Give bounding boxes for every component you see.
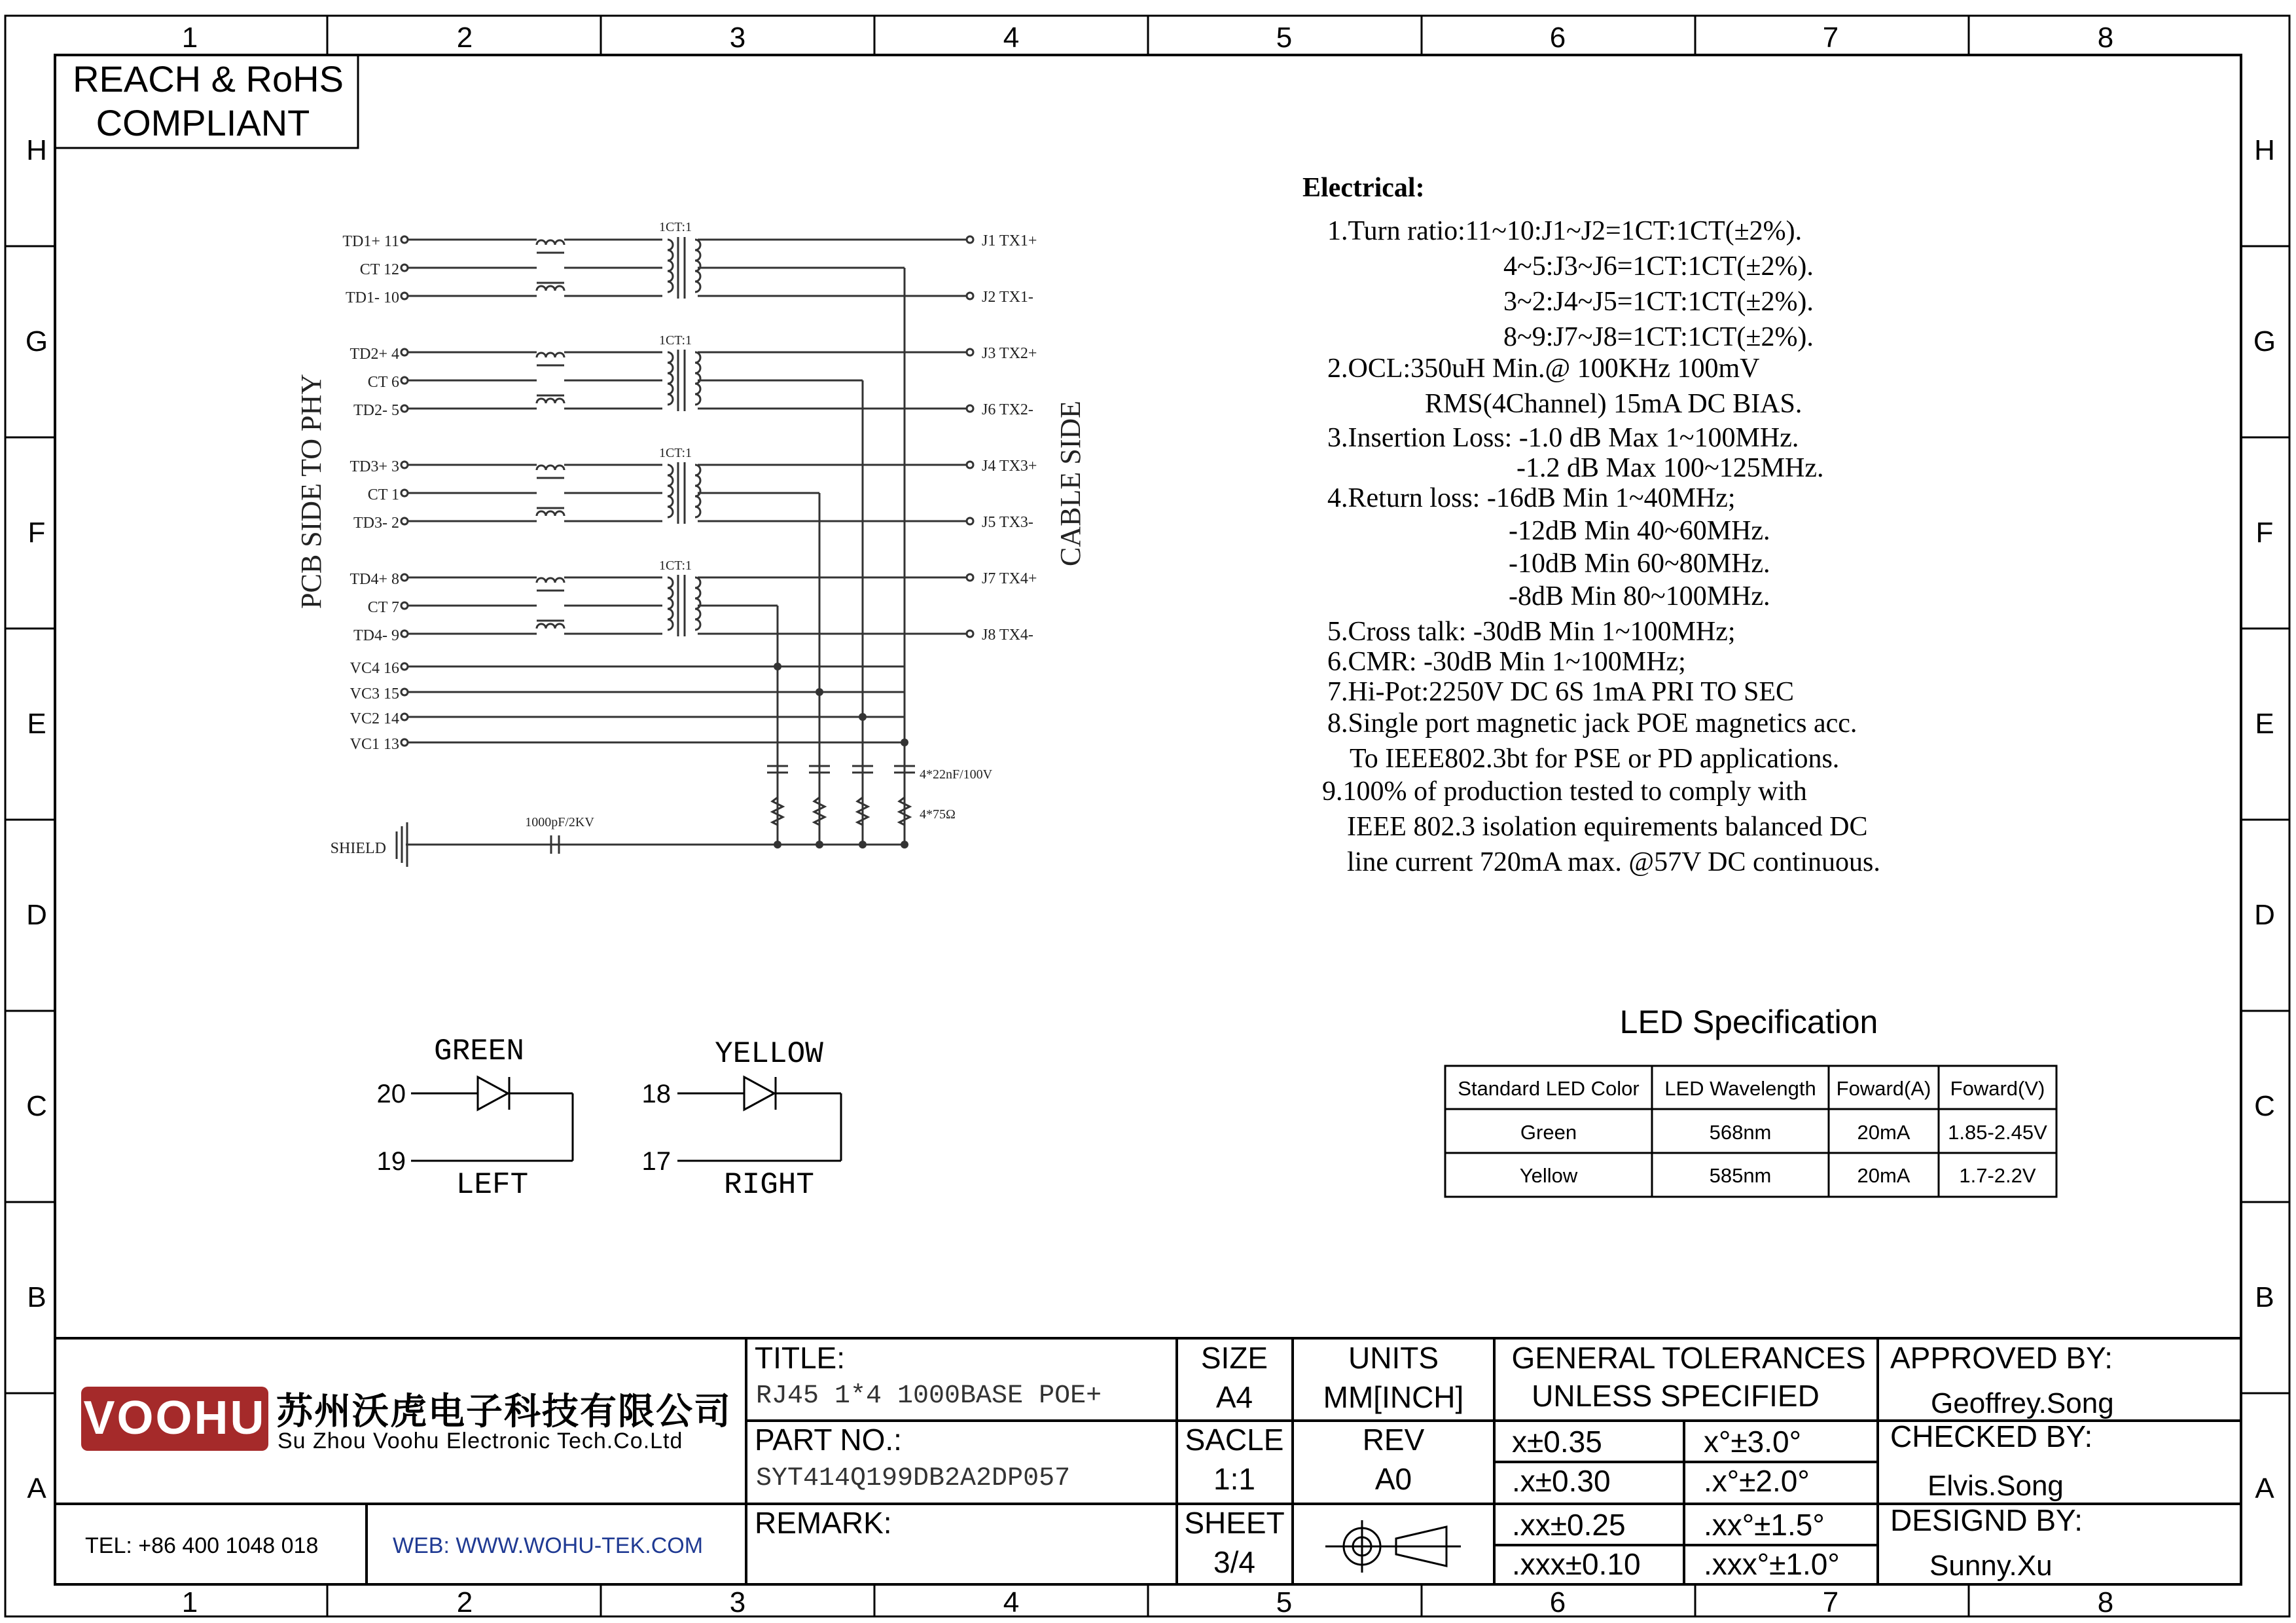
led-spec-header-forward-a: Foward(A)	[1836, 1077, 1931, 1100]
junction-dot	[901, 739, 908, 746]
led-spec-cell: 1.85-2.45V	[1948, 1121, 2047, 1144]
transformer-winding	[668, 240, 673, 292]
choke-winding	[537, 399, 564, 403]
row-label-a: A	[27, 1472, 46, 1504]
row-label-b: B	[27, 1281, 46, 1313]
out-j1: J1 TX1+	[982, 232, 1037, 249]
elec-line-1: 1.Turn ratio:11~10:J1~J2=1CT:1CT(±2%).	[1327, 216, 1803, 246]
row-label-e-right: E	[2255, 708, 2274, 740]
ratio-label-2: 1CT:1	[658, 333, 692, 348]
tol-angular-2: .xx°±1.5°	[1704, 1508, 1825, 1542]
row-label-b-right: B	[2255, 1281, 2274, 1313]
led-yellow-pin-b: 17	[641, 1147, 671, 1176]
elec-line-19: IEEE 802.3 isolation equirements balanced DC	[1347, 812, 1868, 842]
pin-terminal	[401, 490, 408, 496]
pin-td2p: TD2+ 4	[350, 346, 399, 363]
elec-line-14: 6.CMR: -30dB Min 1~100MHz;	[1327, 647, 1686, 677]
row-label-h-right: H	[2254, 134, 2275, 166]
pin-td1n: TD1- 10	[346, 289, 399, 306]
rev-label: REV	[1362, 1423, 1425, 1457]
sheet-label: SHEET	[1184, 1506, 1285, 1540]
transformer-winding	[695, 352, 700, 405]
transformer-winding	[695, 465, 700, 517]
choke-winding	[537, 240, 564, 245]
out-j7: J7 TX4+	[982, 570, 1037, 587]
pin-terminal	[401, 602, 408, 609]
elec-line-8: -1.2 dB Max 100~125MHz.	[1516, 453, 1824, 483]
size-label: SIZE	[1200, 1341, 1268, 1375]
schematic-labels	[295, 220, 1086, 857]
checked-by-value: Elvis.Song	[1928, 1470, 2064, 1502]
transformer-winding	[695, 240, 700, 292]
logo-text: VOOHU	[83, 1392, 266, 1444]
checked-by-label: CHECKED BY:	[1890, 1419, 2093, 1453]
row-label-f: F	[27, 517, 46, 549]
led-spec-cell: 1.7-2.2V	[1959, 1164, 2036, 1187]
pin-terminal	[967, 293, 973, 299]
title-label: TITLE:	[755, 1341, 846, 1375]
choke-winding	[537, 286, 564, 291]
elec-line-18: 9.100% of production tested to comply with	[1322, 776, 1807, 807]
row-label-d-right: D	[2254, 899, 2275, 931]
company-name-en: Su Zhou Voohu Electronic Tech.Co.Ltd	[278, 1429, 683, 1453]
pin-vc3: VC3 15	[350, 685, 399, 702]
led-spec-table	[1445, 1004, 2056, 1197]
out-j5: J5 TX3-	[982, 514, 1033, 531]
led-spec-cell: Yellow	[1519, 1164, 1578, 1187]
drawing-frame	[5, 16, 2289, 1616]
pin-terminal	[401, 663, 408, 670]
pin-ct1: CT 1	[367, 486, 399, 503]
size-value: A4	[1215, 1380, 1253, 1414]
led-spec-header-wavelength: LED Wavelength	[1664, 1077, 1816, 1100]
col-label-1-bottom: 1	[181, 1586, 198, 1618]
led-yellow-pin-a: 18	[641, 1080, 671, 1108]
row-label-c-right: C	[2254, 1090, 2275, 1122]
tol-angular-3: .xxx°±1.0°	[1704, 1547, 1840, 1581]
led-spec-header-forward-v: Foward(V)	[1950, 1077, 2045, 1100]
pin-terminal	[967, 236, 973, 243]
ratio-label-4: 1CT:1	[658, 558, 692, 573]
pin-td1p: TD1+ 11	[342, 233, 399, 250]
title-value: RJ45 1*4 1000BASE POE+	[756, 1381, 1102, 1411]
pin-terminal	[401, 462, 408, 468]
led-spec-cell: 585nm	[1709, 1164, 1772, 1187]
col-label-3: 3	[729, 22, 746, 54]
elec-line-5: 2.OCL:350uH Min.@ 100KHz 100mV	[1327, 354, 1760, 384]
elec-line-16: 8.Single port magnetic jack POE magnetics acc.	[1327, 708, 1857, 739]
row-label-a-right: A	[2255, 1472, 2274, 1504]
elec-line-20: line current 720mA max. @57V DC continuous.	[1347, 847, 1880, 877]
col-label-6-bottom: 6	[1549, 1586, 1566, 1618]
elec-line-6: RMS(4Channel) 15mA DC BIAS.	[1425, 389, 1803, 419]
out-j6: J6 TX2-	[982, 401, 1033, 418]
tol-linear-3: .xxx±0.10	[1512, 1547, 1641, 1581]
pin-terminal	[401, 236, 408, 243]
row-label-g-right: G	[2253, 325, 2276, 357]
row-label-e: E	[27, 708, 46, 740]
tol-linear-1: .x±0.30	[1512, 1464, 1611, 1498]
led-green-position: LEFT	[456, 1168, 529, 1202]
pin-ct12: CT 12	[359, 261, 399, 278]
row-label-g: G	[25, 325, 48, 357]
transformer-winding	[668, 465, 673, 517]
transformer-winding	[695, 577, 700, 630]
compliance-box	[55, 55, 358, 148]
pin-vc1: VC1 13	[350, 736, 399, 753]
company-name-cn: 苏州沃虎电子科技有限公司	[276, 1391, 732, 1432]
pin-terminal	[967, 349, 973, 356]
choke-winding	[537, 465, 564, 470]
compliance-line-1: REACH & RoHS	[73, 58, 344, 100]
elec-line-7: 3.Insertion Loss: -1.0 dB Max 1~100MHz.	[1327, 423, 1799, 453]
pin-terminal	[967, 405, 973, 412]
pin-terminal	[967, 518, 973, 524]
transformer-winding	[668, 352, 673, 405]
elec-line-3: 3~2:J4~J5=1CT:1CT(±2%).	[1503, 287, 1814, 317]
elec-line-13: 5.Cross talk: -30dB Min 1~100MHz;	[1327, 617, 1736, 647]
electrical-spec	[1302, 173, 1880, 877]
led-spec-title: LED Specification	[1619, 1004, 1878, 1040]
pin-vc4: VC4 16	[350, 660, 399, 677]
col-label-8: 8	[2097, 22, 2114, 54]
pin-td4n: TD4- 9	[353, 627, 399, 644]
row-label-f-right: F	[2255, 517, 2274, 549]
tol-linear-0: x±0.35	[1512, 1425, 1602, 1459]
junction-dot	[774, 663, 781, 670]
row-label-d: D	[26, 899, 47, 931]
pin-terminal	[401, 574, 408, 581]
elec-line-17: To IEEE802.3bt for PSE or PD applications.	[1350, 744, 1840, 774]
col-label-8-bottom: 8	[2097, 1586, 2114, 1618]
pin-terminal	[401, 349, 408, 356]
pin-terminal	[401, 405, 408, 412]
pin-vc2: VC2 14	[350, 710, 399, 727]
tolerance-title-2: UNLESS SPECIFIED	[1532, 1379, 1820, 1413]
company-logo	[81, 1387, 268, 1451]
ratio-label-1: 1CT:1	[658, 220, 692, 234]
scale-value: 1:1	[1213, 1462, 1255, 1496]
led-green-diagram	[411, 1077, 573, 1161]
title-block	[55, 1338, 2241, 1584]
remark-label: REMARK:	[755, 1506, 892, 1540]
pcb-side-label: PCB SIDE TO PHY	[295, 373, 327, 609]
led-yellow-labels	[642, 1037, 824, 1202]
elec-line-2: 4~5:J3~J6=1CT:1CT(±2%).	[1503, 251, 1814, 282]
tolerance-title-1: GENERAL TOLERANCES	[1511, 1341, 1866, 1375]
col-label-1: 1	[181, 22, 198, 54]
pin-terminal	[967, 630, 973, 637]
pin-terminal	[401, 714, 408, 720]
pin-td3n: TD3- 2	[353, 515, 399, 532]
pin-terminal	[401, 377, 408, 384]
pin-terminal	[967, 574, 973, 581]
choke-winding	[537, 624, 564, 629]
scale-label: SACLE	[1185, 1423, 1284, 1457]
units-value: MM[INCH]	[1323, 1380, 1464, 1414]
pin-td2n: TD2- 5	[353, 402, 399, 419]
elec-line-12: -8dB Min 80~100MHz.	[1509, 581, 1770, 611]
pin-ct7: CT 7	[367, 599, 399, 616]
col-label-3-bottom: 3	[729, 1586, 746, 1618]
out-j8: J8 TX4-	[982, 627, 1033, 644]
col-label-6: 6	[1549, 22, 1566, 54]
row-label-h: H	[26, 134, 47, 166]
schematic	[397, 236, 973, 867]
elec-line-10: -12dB Min 40~60MHz.	[1509, 516, 1770, 546]
led-yellow-name: YELLOW	[715, 1037, 823, 1071]
pin-td3p: TD3+ 3	[350, 458, 399, 475]
pin-terminal	[401, 739, 408, 746]
shield-cap-label: 1000pF/2KV	[525, 815, 594, 830]
tol-linear-2: .xx±0.25	[1512, 1508, 1626, 1542]
junction-dot	[816, 688, 823, 696]
cable-side-label: CABLE SIDE	[1054, 401, 1086, 566]
designed-by-label: DESIGND BY:	[1890, 1503, 2083, 1537]
junction-dot	[859, 713, 867, 721]
out-j2: J2 TX1-	[982, 289, 1033, 306]
part-no-value: SYT414Q199DB2A2DP057	[756, 1464, 1071, 1493]
pin-terminal	[401, 264, 408, 271]
col-label-5: 5	[1276, 22, 1293, 54]
tol-angular-0: x°±3.0°	[1704, 1425, 1801, 1459]
ratio-label-3: 1CT:1	[658, 446, 692, 460]
led-spec-header-color: Standard LED Color	[1458, 1077, 1640, 1100]
col-label-5-bottom: 5	[1276, 1586, 1293, 1618]
shield-label: SHIELD	[330, 840, 386, 857]
pin-terminal	[401, 518, 408, 524]
led-green-pin-a: 20	[376, 1080, 406, 1108]
row-label-c: C	[26, 1090, 47, 1122]
row-dividers	[5, 246, 2289, 1393]
elec-line-4: 8~9:J7~J8=1CT:1CT(±2%).	[1503, 322, 1814, 352]
part-no-label: PART NO.:	[755, 1423, 902, 1457]
led-yellow-position: RIGHT	[723, 1168, 815, 1202]
rev-value: A0	[1374, 1462, 1412, 1496]
led-spec-cell: 568nm	[1709, 1121, 1772, 1144]
cap-value-label: 4*22nF/100V	[920, 767, 993, 782]
pin-terminal	[401, 689, 408, 695]
approved-by-label: APPROVED BY:	[1890, 1341, 2113, 1375]
pin-ct6: CT 6	[367, 374, 399, 391]
led-green-pin-b: 19	[376, 1147, 406, 1176]
schematic-wires	[397, 236, 973, 867]
led-green-labels	[377, 1034, 529, 1202]
tel-text: TEL: +86 400 1048 018	[85, 1533, 319, 1558]
approved-by-value: Geoffrey.Song	[1931, 1387, 2114, 1419]
elec-line-9: 4.Return loss: -16dB Min 1~40MHz;	[1327, 483, 1736, 513]
led-yellow-diagram	[677, 1077, 841, 1161]
tol-angular-1: .x°±2.0°	[1704, 1464, 1810, 1498]
compliance-line-2: COMPLIANT	[96, 102, 310, 143]
res-value-label: 4*75Ω	[920, 807, 956, 822]
projection-symbol-icon	[1325, 1520, 1461, 1573]
led-spec-cell: 20mA	[1857, 1121, 1910, 1144]
col-label-4: 4	[1003, 22, 1020, 54]
col-label-2: 2	[456, 22, 473, 54]
led-spec-cell: Green	[1520, 1121, 1577, 1144]
choke-winding	[537, 353, 564, 357]
pin-terminal	[967, 462, 973, 468]
col-label-7: 7	[1822, 22, 1839, 54]
col-label-4-bottom: 4	[1003, 1586, 1020, 1618]
led-spec-cell: 20mA	[1857, 1164, 1910, 1187]
pin-terminal	[401, 293, 408, 299]
elec-line-11: -10dB Min 60~80MHz.	[1509, 549, 1770, 579]
designed-by-value: Sunny.Xu	[1929, 1550, 2053, 1582]
led-green-name: GREEN	[433, 1034, 525, 1068]
sheet-value: 3/4	[1213, 1545, 1255, 1579]
electrical-heading: Electrical:	[1302, 173, 1425, 203]
out-j4: J4 TX3+	[982, 458, 1037, 475]
col-label-7-bottom: 7	[1822, 1586, 1839, 1618]
choke-winding	[537, 511, 564, 516]
web-link[interactable]: WEB: WWW.WOHU-TEK.COM	[393, 1533, 704, 1558]
transformer-winding	[668, 577, 673, 630]
col-label-2-bottom: 2	[456, 1586, 473, 1618]
choke-winding	[537, 578, 564, 583]
out-j3: J3 TX2+	[982, 345, 1037, 362]
elec-line-15: 7.Hi-Pot:2250V DC 6S 1mA PRI TO SEC	[1327, 677, 1794, 707]
units-label: UNITS	[1348, 1341, 1439, 1375]
pin-td4p: TD4+ 8	[350, 571, 399, 588]
pin-terminal	[401, 630, 408, 637]
